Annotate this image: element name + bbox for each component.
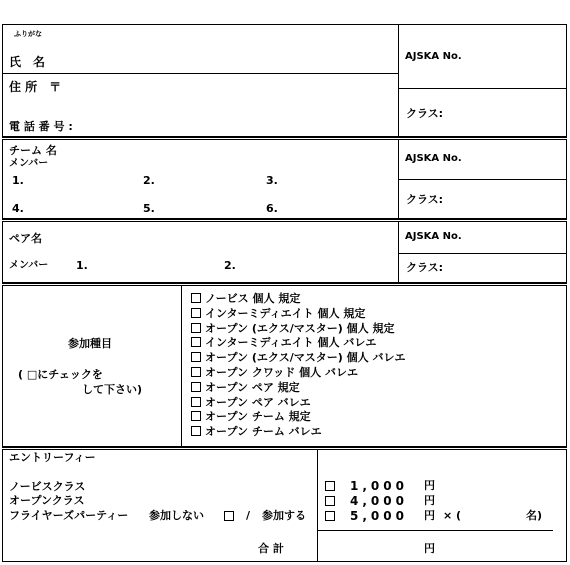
- member-1: 1.: [12, 174, 24, 187]
- ajska-no-label: AJSKA No.: [405, 51, 462, 62]
- pair-member-2: 2.: [224, 259, 236, 272]
- event-item[interactable]: [191, 336, 405, 351]
- team-ajska-no-label: AJSKA No.: [405, 153, 462, 164]
- team-member-label: メンバー: [9, 158, 49, 169]
- events-instruction-1: ( □にチェックを: [18, 368, 103, 381]
- checkbox[interactable]: [191, 382, 201, 392]
- pair-name-label: ペア名: [9, 232, 42, 245]
- event-label: オープン (エクス/マスター) 個人 バレエ: [205, 351, 406, 365]
- not-attend-label: 参加しない: [149, 509, 204, 522]
- event-item[interactable]: [191, 307, 405, 322]
- event-item[interactable]: [191, 366, 405, 381]
- total-yen: 円: [424, 542, 435, 555]
- event-item[interactable]: [191, 410, 405, 425]
- event-label: オープン チーム 規定: [205, 410, 311, 424]
- checkbox[interactable]: [191, 337, 201, 347]
- novice-fee-amount: 1,000: [350, 479, 408, 493]
- checkbox[interactable]: [191, 323, 201, 333]
- events-title: 参加種目: [68, 337, 112, 350]
- pair-ajska-no-label: AJSKA No.: [405, 231, 462, 242]
- checkbox[interactable]: [191, 308, 201, 318]
- event-label: オープン ペア 規定: [205, 380, 300, 394]
- checkbox[interactable]: [191, 367, 201, 377]
- phone-label: 電 話 番 号 :: [9, 120, 73, 133]
- team-name-label: チーム 名: [9, 144, 57, 157]
- furigana-label: ふりがな: [14, 30, 42, 38]
- checkbox[interactable]: [191, 426, 201, 436]
- event-label: インターミディエイト 個人 規定: [205, 306, 366, 320]
- party-fee-yen: 円: [424, 509, 435, 522]
- events-instruction-2: して下さい): [82, 383, 143, 396]
- checkbox[interactable]: [191, 352, 201, 362]
- member-5: 5.: [143, 202, 155, 215]
- member-6: 6.: [266, 202, 278, 215]
- open-fee-checkbox[interactable]: [325, 496, 335, 506]
- event-item[interactable]: [191, 322, 405, 337]
- class-label: クラス:: [406, 107, 444, 120]
- slash-separator: /: [246, 509, 251, 522]
- party-multiplier: × (: [443, 509, 462, 522]
- event-item[interactable]: [191, 292, 405, 307]
- event-item[interactable]: [191, 396, 405, 411]
- party-people-unit: 名): [526, 509, 543, 522]
- event-label: オープン ペア バレエ: [205, 395, 311, 409]
- checkbox[interactable]: [191, 293, 201, 303]
- novice-class-label: ノービスクラス: [9, 480, 86, 493]
- total-label: 合 計: [258, 542, 284, 555]
- checkbox[interactable]: [191, 397, 201, 407]
- attend-label: 参加する: [262, 509, 306, 522]
- event-label: オープン チーム バレエ: [205, 425, 322, 439]
- name-label: 氏 名: [9, 55, 46, 69]
- pair-member-label: メンバー: [9, 260, 49, 271]
- entry-fee-title: エントリーフィー: [9, 451, 96, 464]
- event-label: オープン クワッド 個人 バレエ: [205, 365, 358, 379]
- member-2: 2.: [143, 174, 155, 187]
- checkbox[interactable]: [191, 411, 201, 421]
- address-label: 住 所 〒: [9, 80, 62, 94]
- flyers-party-label: フライヤーズパーティー: [9, 509, 129, 522]
- member-3: 3.: [266, 174, 278, 187]
- event-item[interactable]: [191, 351, 405, 366]
- event-label: ノービス 個人 規定: [205, 292, 301, 305]
- team-class-label: クラス:: [406, 193, 444, 206]
- open-fee-amount: 4,000: [350, 494, 408, 508]
- event-item[interactable]: [191, 381, 405, 396]
- novice-fee-yen: 円: [424, 479, 435, 492]
- open-class-label: オープンクラス: [9, 494, 85, 507]
- pair-member-1: 1.: [76, 259, 88, 272]
- open-fee-yen: 円: [424, 494, 435, 507]
- event-list: [191, 292, 405, 440]
- member-4: 4.: [12, 202, 24, 215]
- event-label: インターミディエイト 個人 バレエ: [205, 336, 377, 350]
- pair-class-label: クラス:: [406, 261, 444, 274]
- event-label: オープン (エクス/マスター) 個人 規定: [205, 321, 395, 335]
- event-item[interactable]: [191, 425, 405, 440]
- not-attend-checkbox[interactable]: [224, 511, 234, 521]
- party-fee-amount: 5,000: [350, 509, 408, 523]
- novice-fee-checkbox[interactable]: [325, 481, 335, 491]
- party-fee-checkbox[interactable]: [325, 511, 335, 521]
